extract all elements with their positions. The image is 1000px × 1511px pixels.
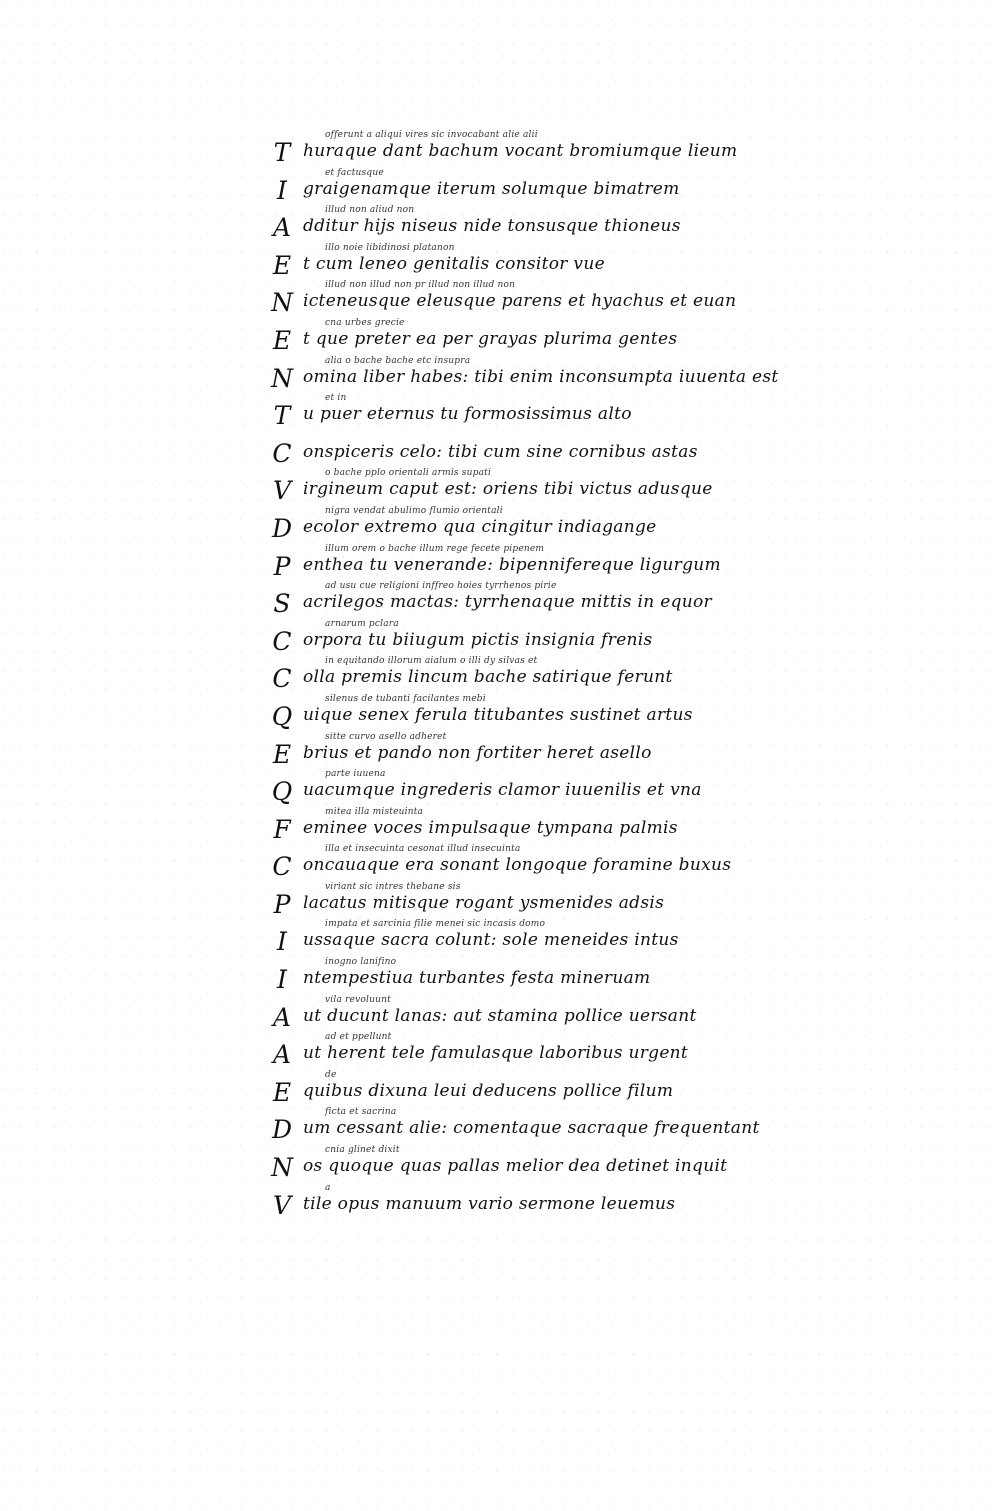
verse-text: ecolor extremo qua cingitur indiagange	[303, 516, 657, 537]
line-initial: F	[273, 814, 291, 844]
interlinear-gloss: illa et insecuinta cesonat illud insecuinta	[325, 844, 521, 855]
interlinear-gloss: de	[325, 1069, 337, 1080]
interlinear-gloss: silenus de tubanti facilantes mebi	[325, 693, 486, 704]
interlinear-gloss: et in	[325, 393, 347, 404]
line-initial: V	[272, 476, 292, 506]
manuscript-text-block	[255, 130, 875, 1220]
verse-text: os quoque quas pallas melior dea detinet inquit	[303, 1156, 728, 1177]
line-initial: D	[271, 1115, 293, 1145]
manuscript-line	[255, 1070, 875, 1108]
line-initial: I	[277, 965, 287, 995]
interlinear-gloss: a	[325, 1182, 331, 1193]
interlinear-gloss: ad et ppellunt	[325, 1032, 392, 1043]
manuscript-line	[255, 995, 875, 1033]
manuscript-line	[255, 130, 875, 168]
interlinear-gloss: illum orem o bache illum rege fecete pipenem	[325, 543, 545, 554]
interlinear-gloss: in equitando illorum aialum o illi dy silvas et	[325, 656, 538, 667]
line-initial: T	[273, 401, 291, 431]
interlinear-gloss: et factusque	[325, 167, 384, 178]
interlinear-gloss: sitte curvo asello adheret	[325, 731, 447, 742]
verse-text: icteneusque eleusque parens et hyachus et euan	[303, 291, 737, 312]
interlinear-gloss: o bache pplo orientali armis supati	[325, 468, 492, 479]
line-initial: A	[272, 1040, 292, 1070]
line-initial: P	[273, 889, 291, 919]
verse-text: u puer eternus tu formosissimus alto	[303, 404, 632, 425]
manuscript-line	[255, 468, 875, 506]
line-initial: C	[272, 664, 292, 694]
manuscript-line	[255, 506, 875, 544]
verse-text: ut ducunt lanas: aut stamina pollice uersant	[303, 1005, 697, 1026]
interlinear-gloss: illud non illud non pr illud non illud non	[325, 280, 516, 291]
manuscript-line	[255, 769, 875, 807]
verse-text: ut herent tele famulasque laboribus urgent	[303, 1043, 689, 1064]
line-initial: T	[273, 138, 291, 167]
verse-text: olla premis lincum bache satirique ferunt	[303, 667, 673, 688]
interlinear-gloss: impata et sarcinia filie menei sic incasis domo	[325, 919, 546, 930]
line-initial: C	[272, 852, 292, 882]
manuscript-line	[255, 694, 875, 732]
line-initial: A	[272, 1002, 292, 1032]
line-initial: D	[271, 513, 293, 543]
verse-text: graigenamque iterum solumque bimatrem	[303, 178, 680, 199]
verse-text: oncauaque era sonant longoque foramine buxus	[303, 855, 732, 876]
verse-text: enthea tu venerande: bipennifereque ligurgum	[303, 554, 721, 575]
line-initial: S	[273, 589, 291, 619]
line-initial: N	[271, 1153, 293, 1183]
interlinear-gloss: offerunt a aliqui vires sic invocabant alie alii	[325, 130, 538, 140]
manuscript-line	[255, 1145, 875, 1183]
interlinear-gloss: parte iuuena	[325, 769, 386, 780]
verse-text: quibus dixuna leui deducens pollice filum	[303, 1080, 674, 1101]
manuscript-line	[255, 168, 875, 206]
manuscript-line	[255, 807, 875, 845]
verse-text: eminee voces impulsaque tympana palmis	[303, 817, 678, 838]
manuscript-line	[255, 1183, 875, 1221]
interlinear-gloss: arnarum pclara	[325, 618, 399, 629]
manuscript-line	[255, 844, 875, 882]
interlinear-gloss: vila revoluunt	[325, 994, 391, 1005]
line-initial: E	[272, 1077, 292, 1107]
manuscript-line	[255, 619, 875, 657]
manuscript-line	[255, 544, 875, 582]
verse-text: ussaque sacra colunt: sole meneides intus	[303, 930, 679, 951]
verse-text: acrilegos mactas: tyrrhenaque mittis in equor	[303, 592, 712, 613]
verse-text: irgineum caput est: oriens tibi victus adusque	[303, 479, 713, 500]
interlinear-gloss: viriant sic intres thebane sis	[325, 881, 461, 892]
interlinear-gloss: inogno lanifino	[325, 957, 397, 968]
line-initial: E	[272, 325, 292, 355]
verse-text: um cessant alie: comentaque sacraque frequentant	[303, 1118, 760, 1139]
verse-text: t cum leneo genitalis consitor vue	[303, 253, 605, 274]
verse-text: uique senex ferula titubantes sustinet artus	[303, 704, 693, 725]
manuscript-line	[255, 318, 875, 356]
verse-text: orpora tu biiugum pictis insignia frenis	[303, 629, 653, 650]
line-initial: V	[272, 1190, 292, 1220]
interlinear-gloss: alia o bache bache etc insupra	[325, 355, 471, 366]
manuscript-line	[255, 1032, 875, 1070]
line-initial: Q	[271, 701, 293, 731]
manuscript-line	[255, 882, 875, 920]
interlinear-gloss: ad usu cue religioni inffreo hoies tyrrhenos pirie	[325, 581, 557, 592]
line-initial: Q	[271, 777, 293, 807]
manuscript-line	[255, 431, 875, 469]
verse-text: dditur hijs niseus nide tonsusque thioneus	[303, 216, 681, 237]
manuscript-line	[255, 205, 875, 243]
manuscript-line	[255, 656, 875, 694]
line-initial: E	[272, 739, 292, 769]
manuscript-line	[255, 919, 875, 957]
interlinear-gloss: cna urbes grecie	[325, 317, 405, 328]
interlinear-gloss: nigra vendat abulimo flumio orientali	[325, 505, 503, 516]
verse-text: t que preter ea per grayas plurima gentes	[303, 328, 678, 349]
manuscript-line	[255, 581, 875, 619]
line-initial: C	[272, 438, 292, 468]
interlinear-gloss: illo noie libidinosi platanon	[325, 242, 455, 253]
manuscript-line	[255, 1107, 875, 1145]
manuscript-line	[255, 243, 875, 281]
interlinear-gloss: illud non aliud non	[325, 205, 415, 216]
line-initial: A	[272, 213, 292, 243]
line-initial: N	[271, 288, 293, 318]
manuscript-line	[255, 957, 875, 995]
verse-text: huraque dant bachum vocant bromiumque lieum	[303, 141, 738, 161]
verse-text: lacatus mitisque rogant ysmenides adsis	[303, 892, 665, 913]
interlinear-gloss: cnia glinet dixit	[325, 1145, 400, 1156]
verse-text: tile opus manuum vario sermone leuemus	[303, 1193, 676, 1214]
line-initial: N	[271, 363, 293, 393]
line-initial: C	[272, 626, 292, 656]
verse-text: omina liber habes: tibi enim inconsumpta iuuenta est	[303, 366, 779, 387]
line-initial: P	[273, 551, 291, 581]
manuscript-line	[255, 280, 875, 318]
line-initial: E	[272, 250, 292, 280]
verse-text: onspiceris celo: tibi cum sine cornibus astas	[303, 441, 698, 462]
manuscript-line	[255, 356, 875, 394]
verse-text: brius et pando non fortiter heret asello	[303, 742, 652, 763]
line-initial: I	[277, 175, 287, 205]
interlinear-gloss: mitea illa misteuinta	[325, 806, 424, 817]
manuscript-line	[255, 732, 875, 770]
interlinear-gloss: ficta et sacrina	[325, 1107, 397, 1118]
manuscript-line	[255, 393, 875, 431]
verse-text: uacumque ingrederis clamor iuuenilis et vna	[303, 780, 702, 801]
verse-text: ntempestiua turbantes festa mineruam	[303, 968, 651, 989]
line-initial: I	[277, 927, 287, 957]
